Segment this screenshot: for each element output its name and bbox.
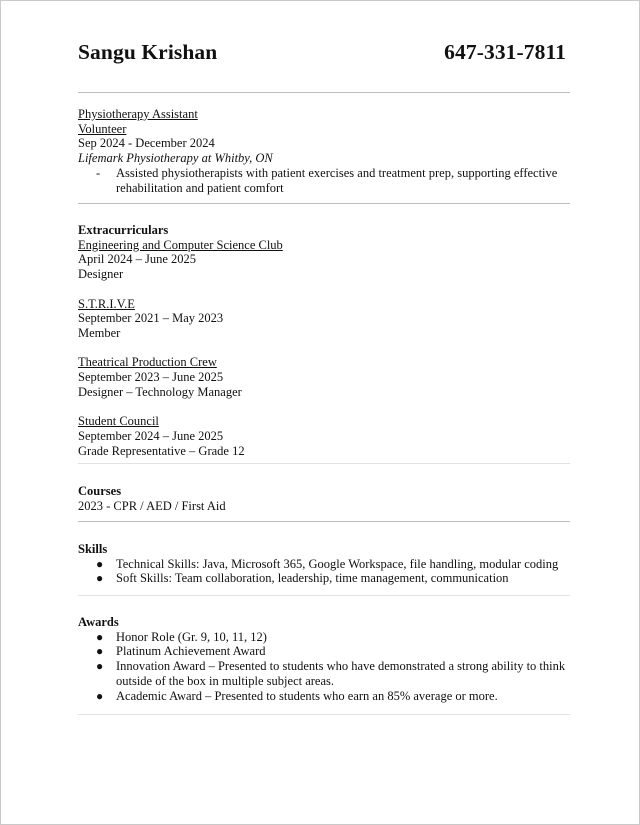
divider — [78, 595, 570, 596]
list-item: ● Academic Award – Presented to students who earn an 85% average or more. — [96, 688, 498, 703]
job-employer: Lifemark Physiotherapy at Whitby, ON — [78, 151, 273, 166]
bullet-icon: ● — [96, 688, 104, 703]
job-title: Physiotherapy Assistant — [78, 107, 198, 121]
list-item: ● Platinum Achievement Award — [96, 644, 266, 659]
activity-name: Theatrical Production Crew — [78, 355, 217, 370]
activity-role: Grade Representative – Grade 12 — [78, 443, 245, 458]
activity-role: Member — [78, 325, 121, 340]
job-role: Volunteer — [78, 121, 127, 136]
divider — [78, 92, 570, 93]
bullet-icon: ● — [96, 556, 104, 571]
activity-role: Designer — [78, 267, 124, 282]
activity-name: S.T.R.I.V.E — [78, 296, 135, 311]
divider — [78, 203, 570, 204]
section-heading: Extracurriculars — [78, 223, 169, 237]
candidate-name: Sangu Krishan — [78, 40, 218, 64]
awards-section — [78, 615, 573, 703]
activity-dates: September 2023 – June 2025 — [78, 370, 224, 384]
activity-dates: April 2024 – June 2025 — [78, 252, 197, 267]
bullet-icon: ● — [96, 571, 104, 586]
section-heading: Courses — [78, 484, 122, 498]
list-item: ● Honor Role (Gr. 9, 10, 11, 12) — [96, 629, 267, 644]
activity-name: Student Council — [78, 414, 159, 429]
skills-list — [78, 557, 573, 586]
divider — [78, 521, 570, 522]
activity-dates: September 2021 – May 2023 — [78, 311, 224, 326]
job-dates: Sep 2024 - December 2024 — [78, 136, 215, 151]
courses-section — [78, 484, 573, 513]
list-item: ● Soft Skills: Team collaboration, leadership, time management, communication — [96, 571, 509, 586]
list-item: ● Innovation Award – Presented to students who have demonstrated a strong ability to think outside of the box in multiple subject areas. — [96, 659, 566, 688]
course-item: 2023 - CPR / AED / First Aid — [78, 498, 226, 513]
activity-name: Engineering and Computer Science Club — [78, 237, 283, 252]
section-heading: Awards — [78, 615, 119, 629]
activity-dates: September 2024 – June 2025 — [78, 428, 224, 443]
list-item: - Assisted physiotherapists with patient exercises and treatment prep, supporting effective rehabilitation and patient comfort — [96, 165, 558, 195]
bullet-icon: ● — [96, 659, 104, 674]
phone-number: 647-331-7811 — [444, 40, 566, 64]
bullet-icon: ● — [96, 629, 104, 644]
job-bullet-list — [78, 166, 573, 195]
section-heading: Skills — [78, 542, 108, 556]
skills-section — [78, 542, 573, 586]
list-item: ● Technical Skills: Java, Microsoft 365, Google Workspace, file handling, modular coding — [96, 556, 559, 571]
divider — [78, 463, 570, 464]
resume-header — [78, 37, 566, 67]
bullet-icon: ● — [96, 644, 104, 659]
dash-marker: - — [96, 165, 101, 180]
experience-section — [78, 107, 573, 195]
activity-role: Designer – Technology Manager — [78, 384, 242, 399]
extracurriculars-section — [78, 223, 573, 458]
divider — [78, 714, 570, 715]
awards-list — [78, 630, 573, 704]
